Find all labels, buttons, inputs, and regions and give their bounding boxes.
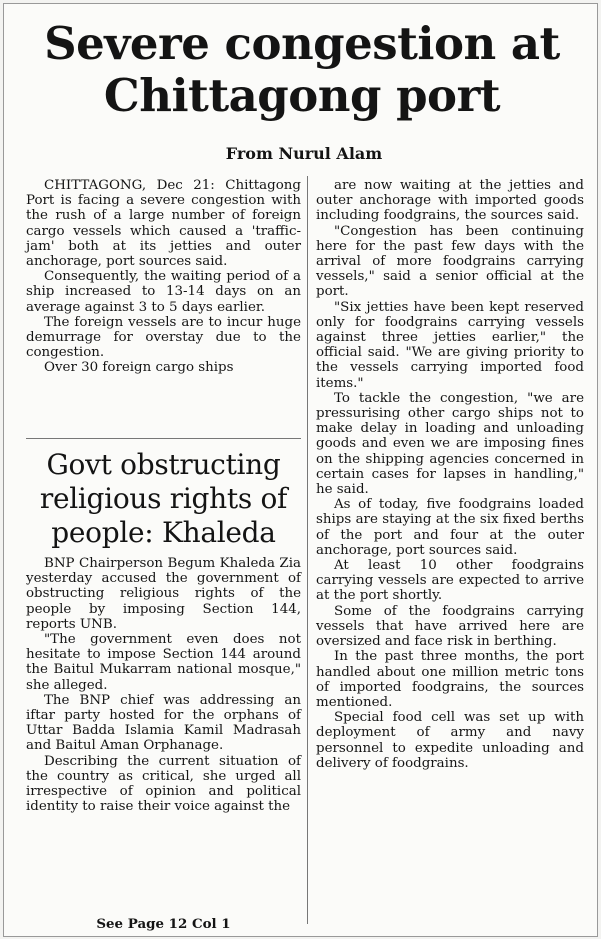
article-paragraph: The BNP chief was addressing an iftar party hosted for the orphans of Uttar Badda Islamia Kamil Madrasah and Baitul Aman Orphanage. [26, 692, 301, 754]
main-headline: Severe congestion at Chittagong port [44, 17, 560, 122]
article-paragraph: Over 30 foreign cargo ships [44, 360, 234, 376]
article-paragraph: As of today, five foodgrains loaded ships are staying at the six fixed berths of the port and four at the outer anchorage, port sources said. [316, 497, 584, 558]
article-separator [26, 438, 301, 439]
article-paragraph: Special food cell was set up with deployment of army and navy personnel to expedite unloading and delivery of foodgrains. [316, 710, 584, 771]
second-article-column [26, 556, 301, 814]
article-paragraph: The foreign vessels are to incur huge demurrage for overstay due to the congestion. [26, 314, 301, 361]
second-headline: Govt obstructing religious rights of people: Khaleda [39, 448, 288, 549]
article-paragraph: Some of the foodgrains carrying vessels that have arrived here are oversized and face risk in berthing. [316, 603, 584, 650]
article-paragraph: "Six jetties have been kept reserved only for foodgrains carrying vessels against three jetties earlier," the official said. "We are giving priority to the vessels carrying imported food items." [316, 299, 584, 391]
article-paragraph: "The government even does not hesitate to impose Section 144 around the Baitul Mukarram national mosque," she alleged. [26, 632, 301, 693]
article-paragraph: Describing the current situation of the country as critical, she urged all irrespective of opinion and political identity to raise their voice against the [26, 753, 301, 815]
article-paragraph: At least 10 other foodgrains carrying vessels are expected to arrive at the port shortly. [316, 558, 584, 604]
article-paragraph: BNP Chairperson Begum Khaleda Zia yesterday accused the government of obstructing religious rights of the people by imposing Section 144, reports UNB. [26, 556, 301, 632]
continuation-jump-line: See Page 12 Col 1 [96, 916, 231, 932]
main-article-column-2 [316, 178, 584, 771]
column-divider [307, 176, 308, 924]
article-paragraph: CHITTAGONG, Dec 21: Chittagong Port is facing a severe congestion with the rush of a large number of foreign cargo vessels which caused a 'traffic-jam' both at its jetties and outer anchorage, port sources said. [26, 178, 301, 270]
article-paragraph: Consequently, the waiting period of a ship increased to 13-14 days on an average against 3 to 5 days earlier. [26, 269, 301, 315]
article-paragraph: In the past three months, the port handled about one million metric tons of imported foodgrains, the sources mentioned. [316, 649, 584, 710]
article-paragraph: To tackle the congestion, "we are pressurising other cargo ships not to make delay in loading and unloading goods and even we are imposing fines on the shipping agencies concerned in certain cases for lapses in handling," he said. [316, 390, 584, 498]
article-paragraph: "Congestion has been continuing here for the past few days with the arrival of more foodgrains carrying vessels," said a senior official at the port. [316, 223, 584, 300]
article-paragraph: are now waiting at the jetties and outer anchorage with imported goods including foodgrains, the sources said. [316, 178, 584, 224]
newspaper-clipping [3, 3, 598, 937]
byline: From Nurul Alam [225, 144, 383, 163]
main-article-column-1 [26, 178, 301, 376]
